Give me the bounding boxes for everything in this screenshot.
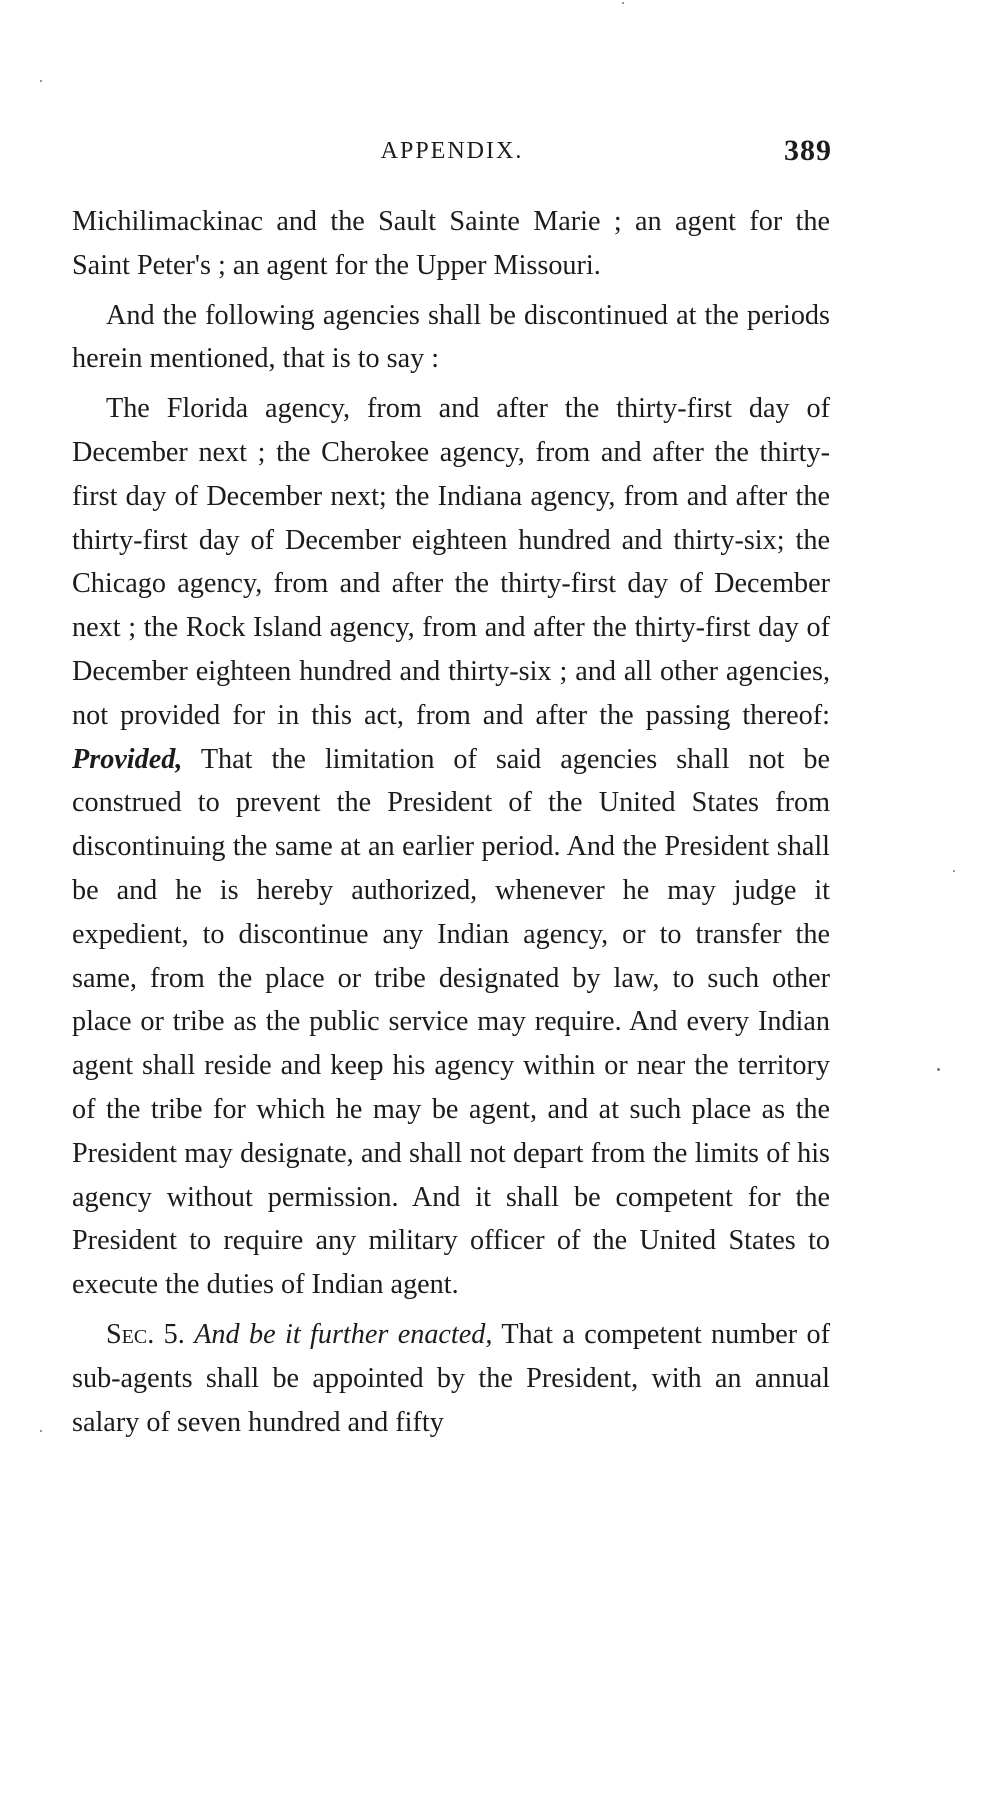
section-label: Sec. 5. [106,1318,185,1350]
body-text [72,200,830,1444]
page-header [72,134,832,174]
paragraph-agency-schedule [72,387,830,1307]
paragraph-discontinued-agencies [72,294,830,382]
scan-speck [40,80,42,82]
scan-speck [937,1068,940,1071]
scan-speck [953,870,955,872]
enacting-clause: And be it further enacted, [194,1318,493,1350]
scan-speck [40,1430,42,1432]
paragraph-continuation [72,200,830,288]
paragraph-1-text: Michilimackinac and the Sault Sainte Marie ; an agent for the Saint Peter's ; an agent for the Upper Missouri. [72,206,830,281]
paragraph-section-5 [72,1313,830,1444]
page-number: 389 [784,134,832,167]
provided-clause: Provided, [72,743,183,775]
paragraph-3-text-after: That the limitation of said agencies shall not be construed to prevent the President of the United States from discontinuing the same at an earlier period. And the President shall be and he is hereby authorized, whenever he may judge it expedient, to discontinue any Indian agency, or to transfer the same, from the place or tribe designated by law, to such other place or tribe as the public service may require. And every Indian agent shall reside and keep his agency within or near the territory of the tribe for which he may be agent, and at such place as the President may designate, and shall not depart from the limits of his agency without permission. And it shall be competent for the President to require any military officer of the United States to execute the duties of Indian agent. [72,743,830,1301]
paragraph-3-text-before: The Florida agency, from and after the thirty-first day of December next ; the Cherokee agency, from and after the thirty-first day of December next; the Indiana agency, from and after the thirty-first day of December eighteen hundred and thirty-six; the Chicago agency, from and after the thirty-first day of December next ; the Rock Island agency, from and after the thirty-first day of December eighteen hundred and thirty-six ; and all other agencies, not provided for in this act, from and after the passing thereof: [72,393,830,731]
paragraph-4-text: That a competent number of sub-agents shall be appointed by the President, with an annual salary of seven hundred and fifty [72,1318,831,1438]
scan-speck [622,2,624,4]
running-title: APPENDIX. [380,138,524,164]
paragraph-2-text: And the following agencies shall be discontinued at the periods herein mentioned, that is to say : [72,299,830,375]
